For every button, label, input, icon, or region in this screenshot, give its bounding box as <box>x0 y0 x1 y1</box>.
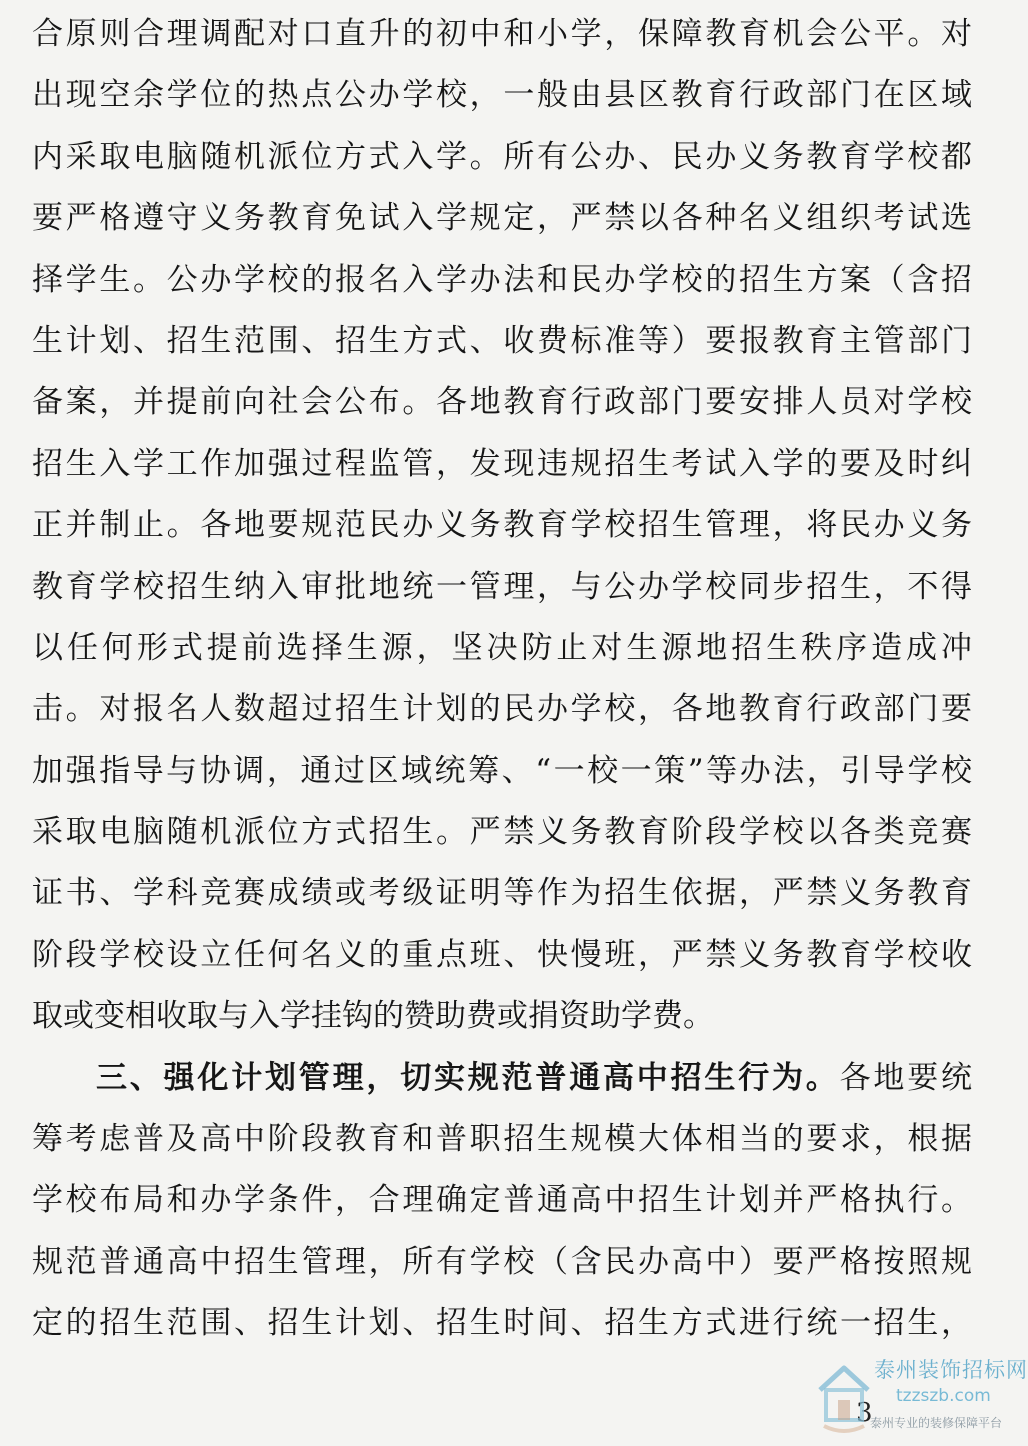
text-line: 生计划、招生范围、招生方式、收费标准等）要报教育主管部门 <box>32 322 972 359</box>
text-line: 采取电脑随机派位方式招生。严禁义务教育阶段学校以各类竞赛 <box>32 814 972 851</box>
house-logo-icon <box>814 1356 874 1440</box>
watermark-domain: tzzszb.com <box>896 1386 991 1406</box>
text-line: 要严格遵守义务教育免试入学规定，严禁以各种名义组织考试选 <box>32 200 972 237</box>
text-line: 内采取电脑随机派位方式入学。所有公办、民办义务教育学校都 <box>32 138 972 175</box>
text-line: 学校布局和办学条件，合理确定普通高中招生计划并严格执行。 <box>32 1182 972 1219</box>
watermark <box>808 1352 1028 1444</box>
text-line: 合原则合理调配对口直升的初中和小学，保障教育机会公平。对 <box>32 16 972 52</box>
text-line: 教育学校招生纳入审批地统一管理，与公办学校同步招生，不得 <box>32 568 972 605</box>
watermark-title: 泰州装饰招标网 <box>874 1358 1028 1382</box>
text-line: 出现空余学位的热点公办学校，一般由县区教育行政部门在区域 <box>32 77 972 114</box>
text-line: 定的招生范围、招生计划、招生时间、招生方式进行统一招生， <box>32 1305 972 1342</box>
text-line: 规范普通高中招生管理，所有学校（含民办高中）要严格按照规 <box>32 1243 972 1280</box>
text-line: 阶段学校设立任何名义的重点班、快慢班，严禁义务教育学校收 <box>32 936 972 973</box>
text-line: 正并制止。各地要规范民办义务教育学校招生管理，将民办义务 <box>32 507 972 544</box>
text-line: 招生入学工作加强过程监管，发现违规招生考试入学的要及时纠 <box>32 445 972 482</box>
text-line: 择学生。公办学校的报名入学办法和民办学校的招生方案（含招 <box>32 261 972 298</box>
section-heading: 三、强化计划管理，切实规范普通高中招生行为。 <box>96 1059 840 1096</box>
watermark-slogan: 泰州专业的装修保障平台 <box>870 1416 1003 1430</box>
text-line: 加强指导与协调，通过区域统筹、“一校一策”等办法，引导学校 <box>32 752 972 789</box>
text-line: 筹考虑普及高中阶段教育和普职招生规模大体相当的要求，根据 <box>32 1121 972 1158</box>
section-heading-line <box>32 1048 972 1109</box>
text-line: 证书、学科竞赛成绩或考级证明等作为招生依据，严禁义务教育 <box>32 875 972 912</box>
page-number: 3 <box>856 1398 873 1428</box>
text-line: 击。对报名人数超过招生计划的民办学校，各地教育行政部门要 <box>32 691 972 728</box>
text-line: 备案，并提前向社会公布。各地教育行政部门要安排人员对学校 <box>32 384 972 421</box>
document-body <box>32 4 972 1355</box>
text-line: 取或变相收取与入学挂钩的赞助费或捐资助学费。 <box>32 998 714 1035</box>
heading-continuation: 各地要统 <box>839 1059 973 1096</box>
text-line: 以任何形式提前选择生源，坚决防止对生源地招生秩序造成冲 <box>32 629 972 666</box>
